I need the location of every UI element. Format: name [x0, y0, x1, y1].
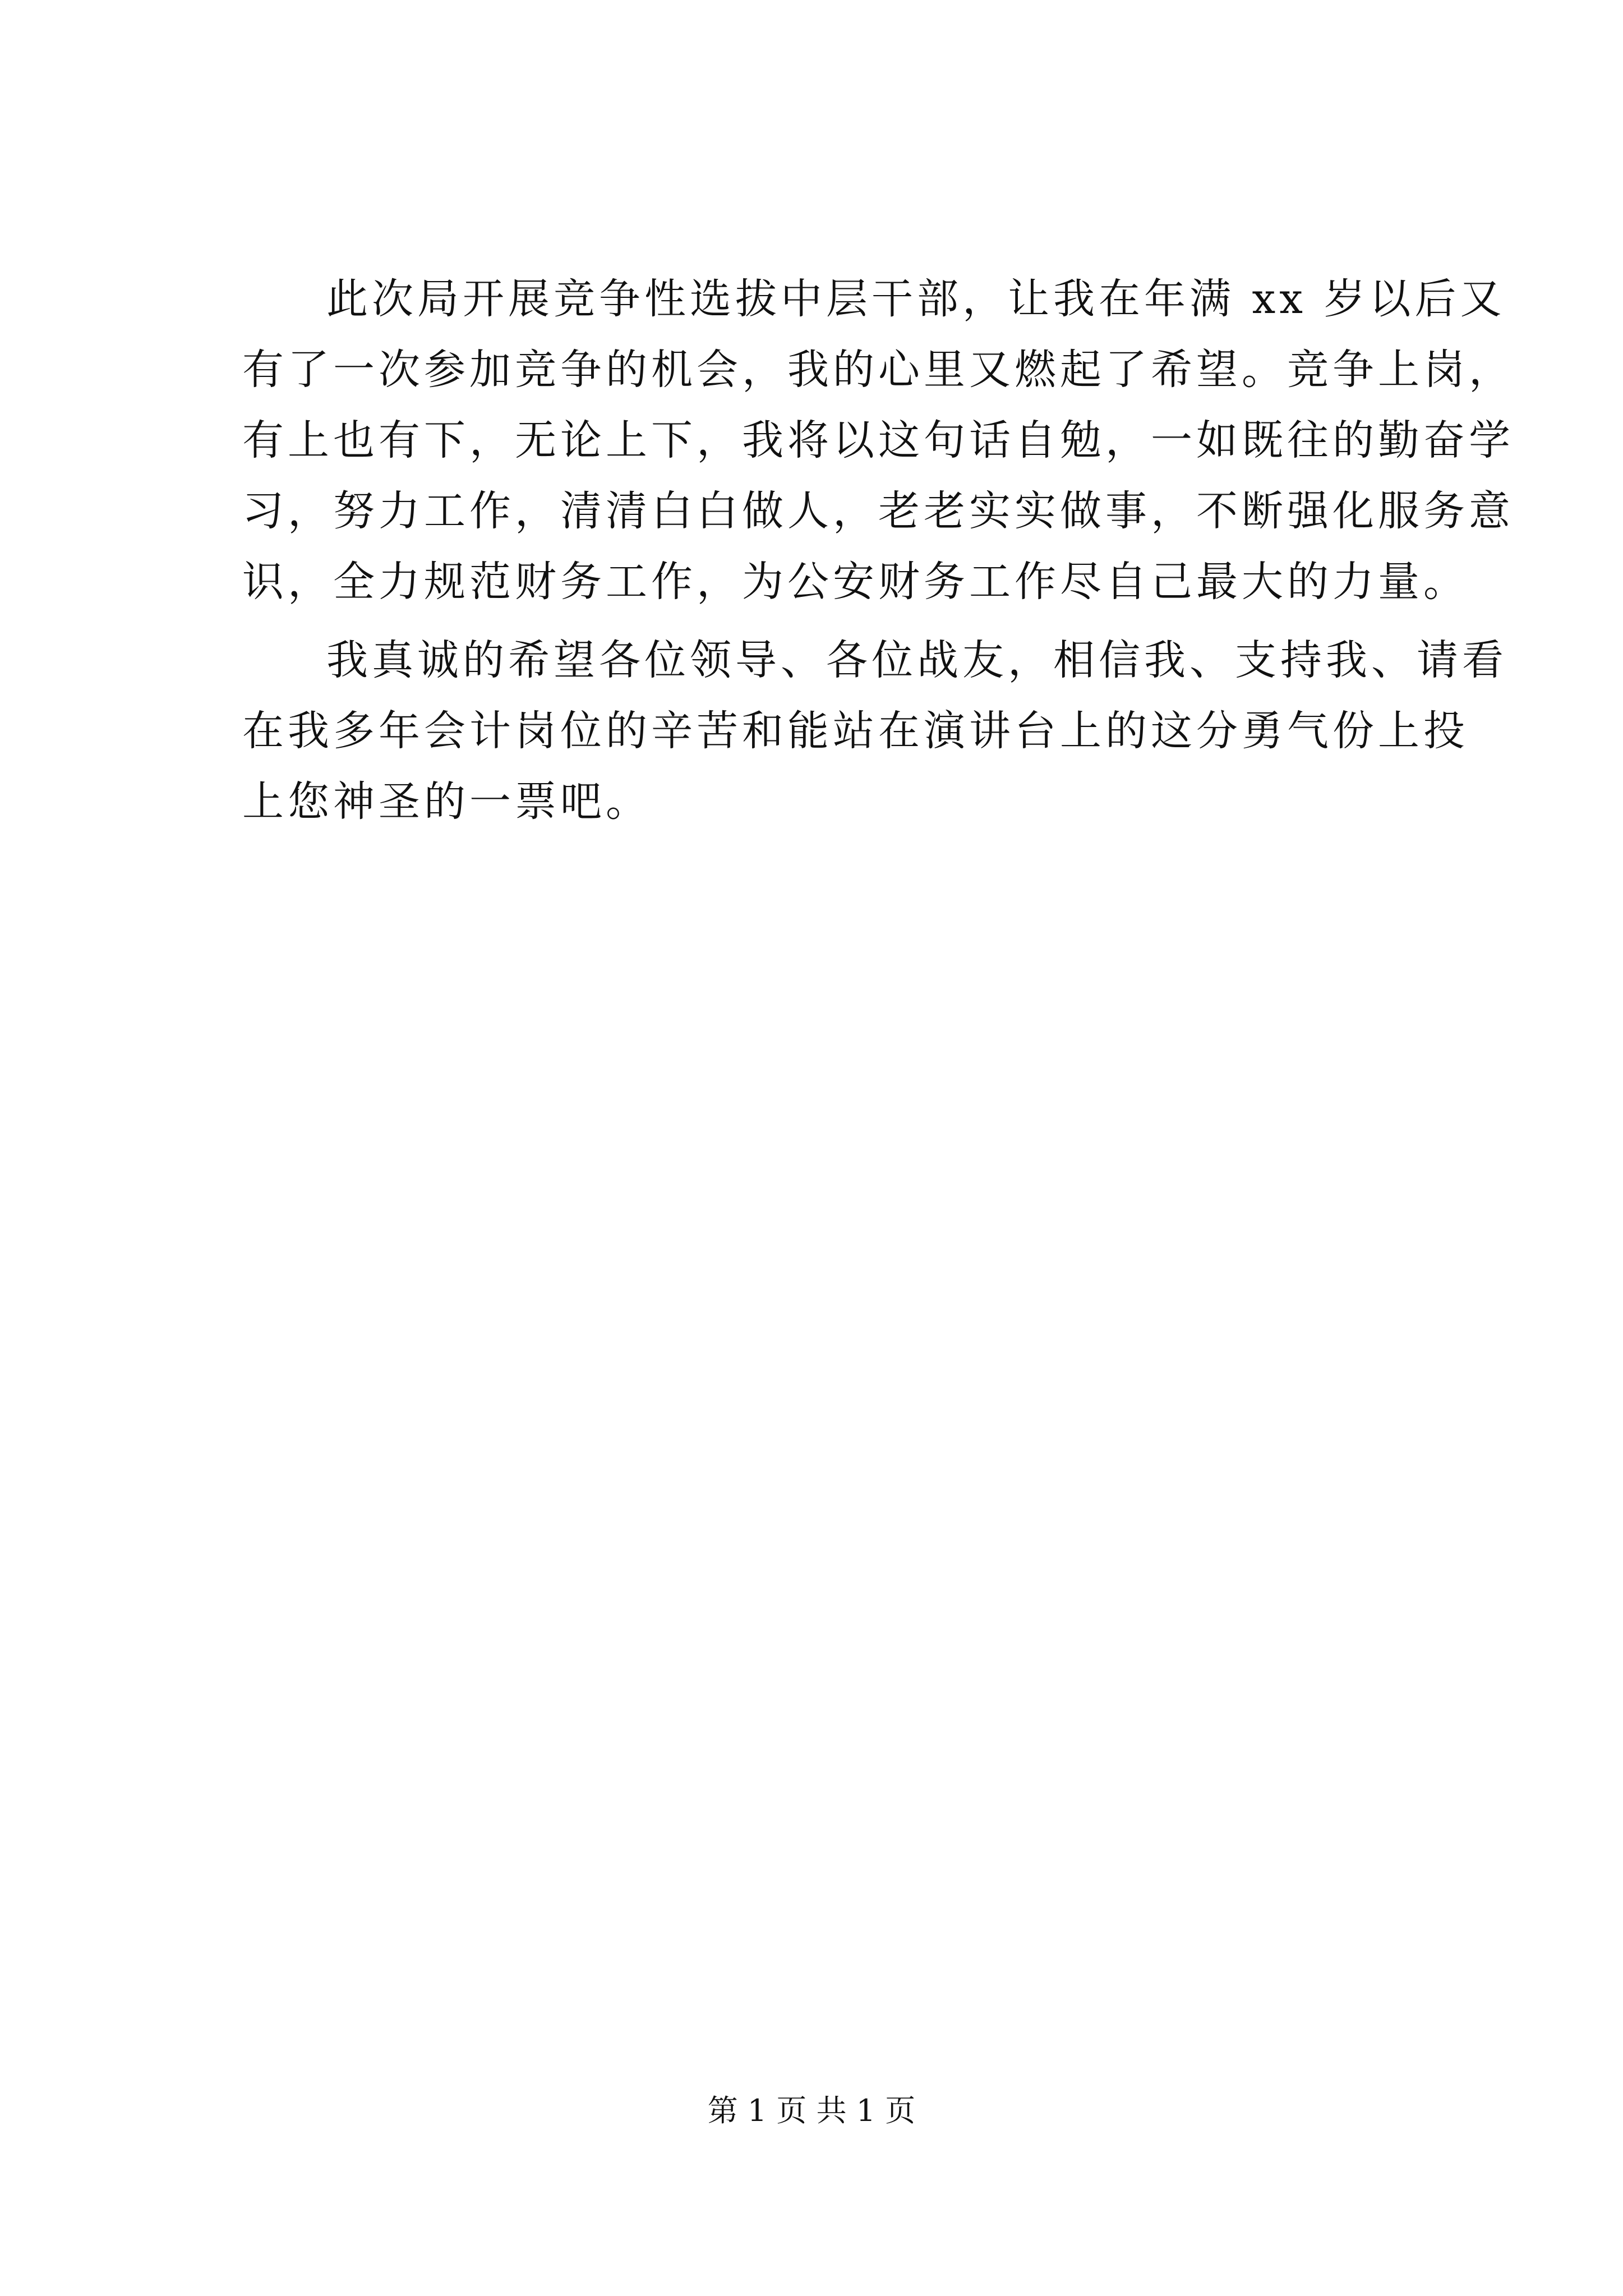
- paragraph-line: 上您神圣的一票吧。: [242, 777, 651, 826]
- paragraph-line: 在我多年会计岗位的辛苦和能站在演讲台上的这分勇气份上投: [242, 707, 1469, 755]
- page-footer: [0, 2091, 1623, 2131]
- paragraph-line: 此次局开展竞争性选拔中层干部，让我在年满 xx 岁以后又: [326, 275, 1506, 323]
- paragraph-line: 识，全力规范财务工作，为公安财务工作尽自己最大的力量。: [242, 558, 1469, 606]
- paragraph-line: 有了一次参加竞争的机会，我的心里又燃起了希望。竞争上岗，: [242, 346, 1514, 394]
- paragraph-2: [242, 625, 1507, 837]
- document-body: [242, 264, 1514, 837]
- paragraph-line: 我真诚的希望各位领导、各位战友，相信我、支持我、请看: [326, 636, 1507, 684]
- paragraph-1: [242, 264, 1514, 617]
- paragraph-line: 有上也有下，无论上下，我将以这句话自勉，一如既往的勤奋学: [242, 416, 1514, 464]
- paragraph-gap: [242, 617, 1442, 625]
- page-number-label: 第 1 页 共 1 页: [707, 2093, 916, 2128]
- paragraph-line: 习，努力工作，清清白白做人，老老实实做事，不断强化服务意: [242, 487, 1514, 535]
